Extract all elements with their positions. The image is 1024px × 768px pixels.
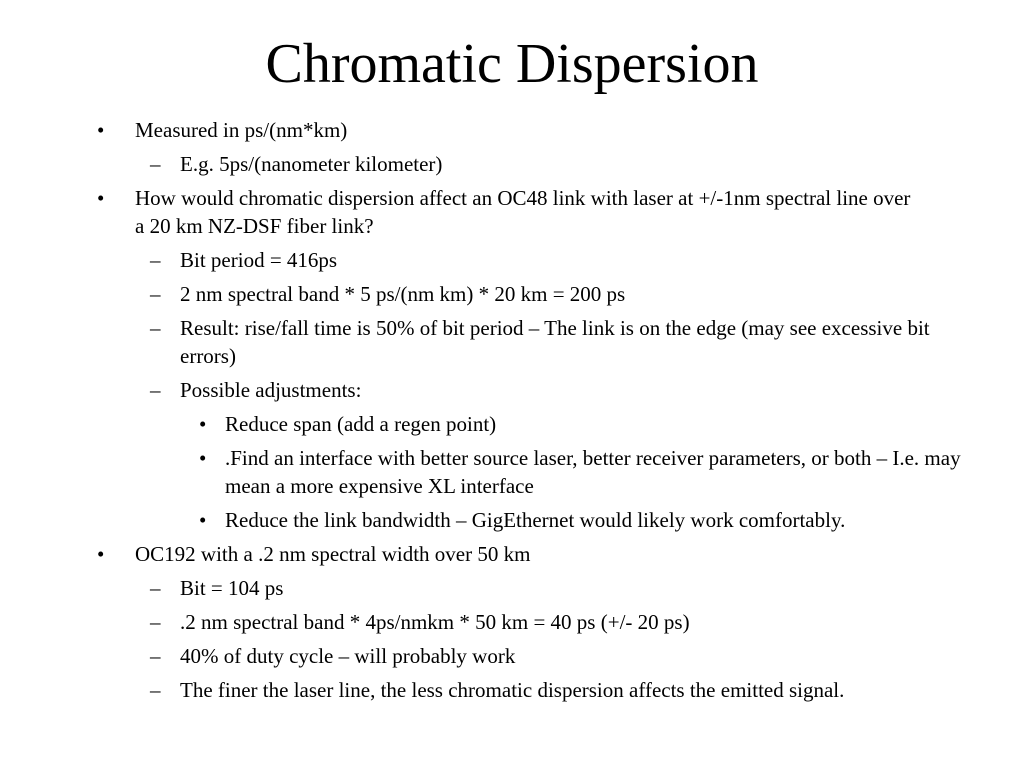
- dash-marker: –: [150, 610, 161, 634]
- sub-bullet-item: [0, 314, 970, 370]
- sub-sub-bullet-text: Reduce the link bandwidth – GigEthernet would likely work comfortably.: [225, 508, 846, 532]
- bullet-marker: •: [199, 508, 207, 532]
- dash-marker: –: [150, 316, 161, 340]
- slide-body: [0, 116, 1024, 710]
- slide-title: Chromatic Dispersion: [265, 33, 759, 95]
- sub-bullet-item: [0, 608, 970, 636]
- bullet-text: How would chromatic dispersion affect an OC48 link with laser at +/-1nm spectral line over a 20 km NZ-DSF fiber link?: [135, 186, 911, 238]
- bullet-marker: •: [199, 446, 207, 470]
- dash-marker: –: [150, 644, 161, 668]
- dash-marker: –: [150, 678, 161, 702]
- sub-bullet-item: [0, 642, 970, 670]
- sub-bullet-text: Bit period = 416ps: [180, 248, 338, 272]
- sub-bullet-text: .2 nm spectral band * 4ps/nmkm * 50 km = 40 ps (+/- 20 ps): [180, 610, 690, 634]
- bullet-marker: •: [97, 118, 105, 142]
- bullet-marker: •: [97, 186, 105, 210]
- sub-bullet-text: E.g. 5ps/(nanometer kilometer): [180, 152, 443, 176]
- dash-marker: –: [150, 152, 161, 176]
- sub-bullet-text: The finer the laser line, the less chromatic dispersion affects the emitted signal.: [180, 678, 845, 702]
- sub-bullet-item: [0, 376, 970, 404]
- sub-sub-bullet-item: [0, 410, 970, 438]
- sub-sub-bullet-item: [0, 506, 970, 534]
- dash-marker: –: [150, 576, 161, 600]
- sub-bullet-item: [0, 150, 970, 178]
- sub-bullet-item: [0, 280, 970, 308]
- sub-bullet-item: [0, 246, 970, 274]
- bullet-marker: •: [199, 412, 207, 436]
- sub-sub-bullet-item: [0, 444, 970, 500]
- bullet-text: Measured in ps/(nm*km): [135, 118, 348, 142]
- dash-marker: –: [150, 282, 161, 306]
- dash-marker: –: [150, 248, 161, 272]
- bullet-text: OC192 with a .2 nm spectral width over 50 km: [135, 542, 531, 566]
- sub-bullet-text: Bit = 104 ps: [180, 576, 284, 600]
- bullet-marker: •: [97, 542, 105, 566]
- dash-marker: –: [150, 378, 161, 402]
- sub-sub-bullet-text: .Find an interface with better source laser, better receiver parameters, or both – I.e. may mean a more expensive XL interface: [225, 446, 961, 498]
- bullet-item: [0, 116, 920, 144]
- sub-bullet-text: Possible adjustments:: [180, 378, 362, 402]
- bullet-item: [0, 184, 920, 240]
- sub-bullet-item: [0, 574, 970, 602]
- sub-bullet-text: Result: rise/fall time is 50% of bit period – The link is on the edge (may see excessive bit errors): [180, 316, 930, 368]
- sub-bullet-item: [0, 676, 970, 704]
- sub-bullet-text: 40% of duty cycle – will probably work: [180, 644, 516, 668]
- bullet-item: [0, 540, 920, 568]
- sub-bullet-text: 2 nm spectral band * 5 ps/(nm km) * 20 km = 200 ps: [180, 282, 626, 306]
- sub-sub-bullet-text: Reduce span (add a regen point): [225, 412, 497, 436]
